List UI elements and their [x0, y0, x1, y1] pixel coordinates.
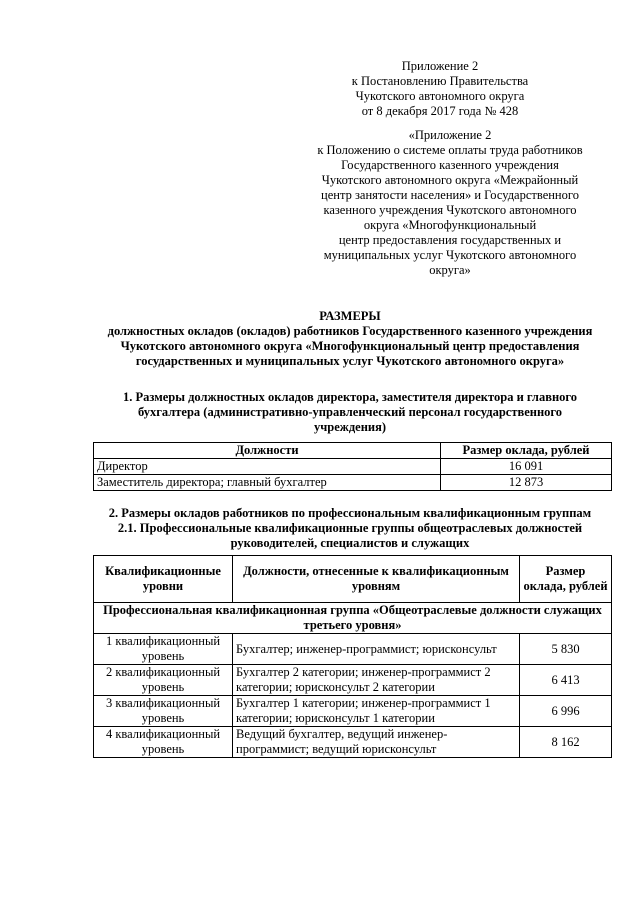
section-2-heading — [90, 506, 610, 551]
group-row — [94, 603, 612, 634]
level-cell: 4 квалификационный уровень — [94, 727, 233, 758]
level-cell: 2 квалификационный уровень — [94, 665, 233, 696]
appendix-line: центр занятости населения» и Государственного — [321, 188, 579, 202]
position-cell: Бухгалтер; инженер-программист; юрисконсульт — [233, 634, 520, 665]
table-row — [94, 665, 612, 696]
appendix-line: Чукотского автономного округа «Межрайонный — [321, 173, 579, 187]
appendix-line: центр предоставления государственных и — [338, 233, 562, 247]
heading-line: 2.1. Профессиональные квалификационные группы общеотраслевых должностей — [117, 521, 583, 535]
header-positions: Должности, отнесенные к квалификационным уровням — [233, 556, 520, 603]
table-header-row — [94, 556, 612, 603]
appendix-line: к Положению о системе оплаты труда работников — [317, 143, 583, 157]
salary-cell: 8 162 — [520, 727, 612, 758]
appendix-line: округа» — [429, 263, 471, 277]
title-main: РАЗМЕРЫ — [319, 309, 381, 323]
regulation-appendix-reference — [300, 128, 600, 278]
position-cell: Бухгалтер 1 категории; инженер-программист 1 категории; юрисконсульт 1 категории — [233, 696, 520, 727]
appendix-line: Государственного казенного учреждения — [341, 158, 559, 172]
heading-line: руководителей, специалистов и служащих — [230, 536, 470, 550]
appendix-line: муниципальных услуг Чукотского автономного — [323, 248, 577, 262]
table-row — [94, 727, 612, 758]
salary-cell: 6 413 — [520, 665, 612, 696]
heading-line: учреждения) — [313, 420, 387, 434]
header-salary: Размер оклада, рублей — [441, 443, 612, 459]
salary-cell: 6 996 — [520, 696, 612, 727]
level-cell: 3 квалификационный уровень — [94, 696, 233, 727]
title-line: должностных окладов (окладов) работников Государственного казенного учреждения — [107, 324, 593, 338]
position-cell: Заместитель директора; главный бухгалтер — [94, 475, 441, 491]
position-cell: Ведущий бухгалтер, ведущий инженер-программист; ведущий юрисконсульт — [233, 727, 520, 758]
document-title — [70, 309, 630, 369]
level-cell: 1 квалификационный уровень — [94, 634, 233, 665]
salary-cell: 5 830 — [520, 634, 612, 665]
appendix-reference — [320, 59, 560, 119]
header-levels: Квалификационные уровни — [94, 556, 233, 603]
title-line: Чукотского автономного округа «Многофункциональный центр предоставления — [120, 339, 580, 353]
qualification-salary-table — [93, 555, 612, 758]
table-row — [94, 459, 612, 475]
title-line: государственных и муниципальных услуг Чукотского автономного округа» — [135, 354, 565, 368]
heading-line: бухгалтера (административно-управленческий персонал государственного — [137, 405, 563, 419]
position-cell: Бухгалтер 2 категории; инженер-программист 2 категории; юрисконсульт 2 категории — [233, 665, 520, 696]
appendix-line: «Приложение 2 — [408, 128, 492, 142]
appendix-line: к Постановлению Правительства — [351, 74, 529, 88]
appendix-line: Приложение 2 — [401, 59, 479, 73]
salary-cell: 12 873 — [441, 475, 612, 491]
table-row — [94, 475, 612, 491]
appendix-line: от 8 декабря 2017 года № 428 — [361, 104, 519, 118]
group-title: Профессиональная квалификационная группа «Общеотраслевые должности служащих третьего уровня» — [94, 603, 612, 634]
position-cell: Директор — [94, 459, 441, 475]
table-header-row — [94, 443, 612, 459]
appendix-line: округа «Многофункциональный — [363, 218, 537, 232]
appendix-line: казенного учреждения Чукотского автономного — [323, 203, 577, 217]
heading-line: 2. Размеры окладов работников по профессиональным квалификационным группам — [108, 506, 592, 520]
management-salary-table — [93, 442, 612, 491]
section-1-heading — [90, 390, 610, 435]
header-salary: Размер оклада, рублей — [520, 556, 612, 603]
salary-cell: 16 091 — [441, 459, 612, 475]
table-row — [94, 634, 612, 665]
heading-line: 1. Размеры должностных окладов директора, заместителя директора и главного — [122, 390, 578, 404]
appendix-line: Чукотского автономного округа — [355, 89, 525, 103]
table-row — [94, 696, 612, 727]
header-positions: Должности — [94, 443, 441, 459]
